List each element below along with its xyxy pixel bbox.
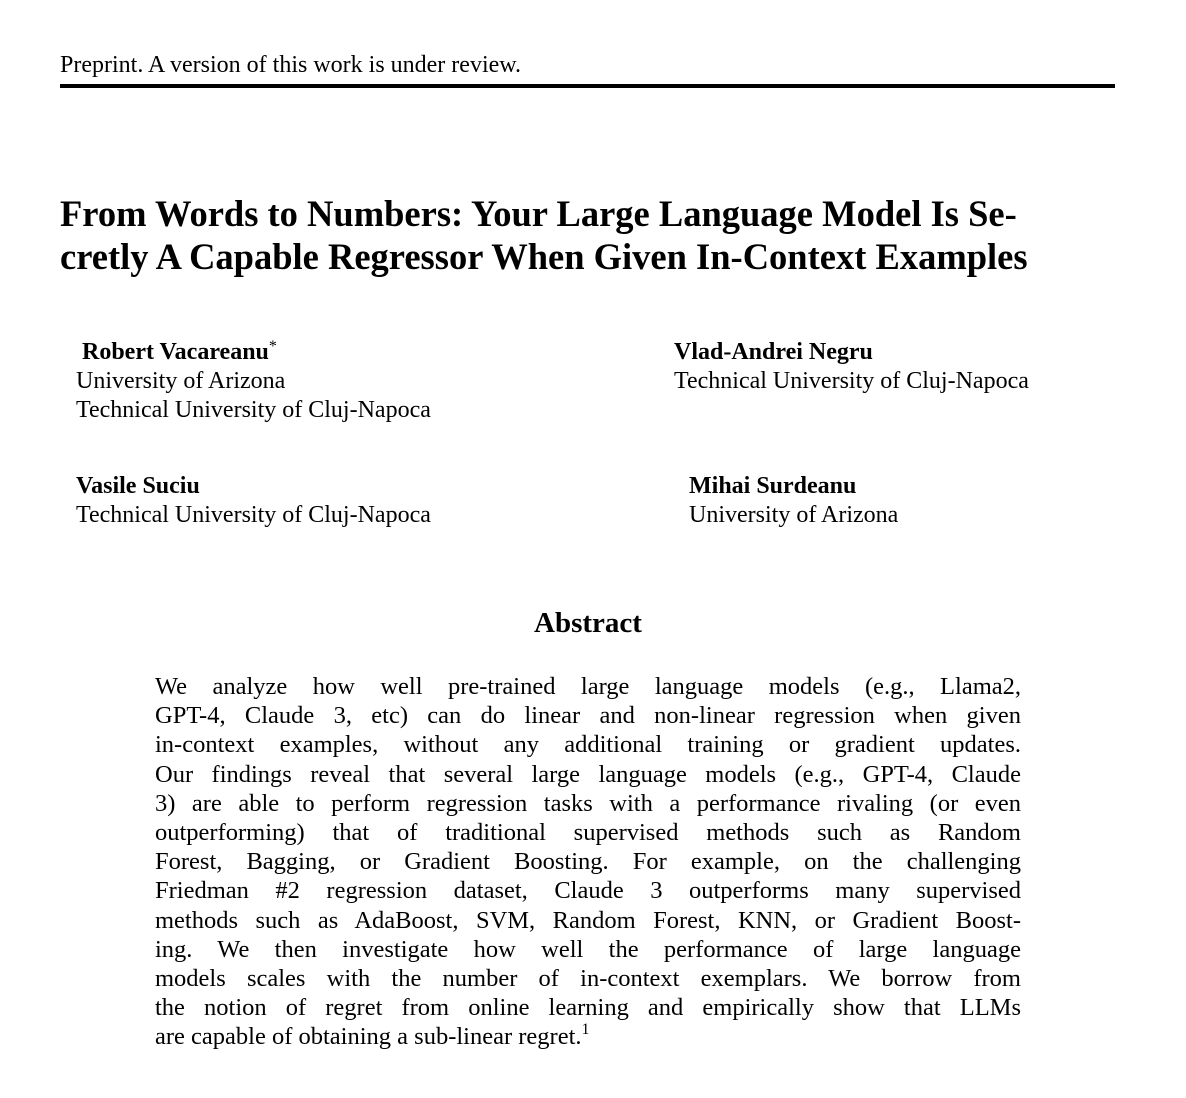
abstract-line: Friedman #2 regression dataset, Claude 3 outperforms many supervised [155,877,1021,905]
abstract-line: Our findings reveal that several large language models (e.g., GPT-4, Claude [155,760,1021,788]
paper-title [60,192,1130,278]
author-block-4 [689,472,898,530]
abstract-line: ing. We then investigate how well the performance of large language [155,935,1021,963]
abstract-line-last: are capable of obtaining a sub-linear regret.$^1$ [155,1021,590,1051]
author-affiliation: University of Arizona [689,502,899,528]
author-name: Vasile Suciu [76,473,200,499]
preprint-note: Preprint. A version of this work is under review. [60,52,522,78]
author-name: Robert Vacareanu* [82,338,277,365]
author-block-2 [674,338,1029,396]
abstract-line: 3) are able to perform regression tasks with a performance rivaling (or even [155,789,1021,817]
abstract-body [155,672,1021,1052]
author-block-3 [76,472,431,530]
abstract-line: models scales with the number of in-context exemplars. We borrow from [155,965,1021,993]
abstract-line: GPT-4, Claude 3, etc) can do linear and non-linear regression when given [155,702,1021,730]
author-affiliations-1 [76,367,431,425]
header-rule [60,84,1115,88]
abstract-line: in-context examples, without any additional training or gradient updates. [155,731,1021,759]
author-name: Vlad-Andrei Negru [674,339,873,365]
author-footnote-mark: * [268,338,277,355]
abstract-heading: Abstract [534,607,642,639]
title-line: cretly A Capable Regressor When Given In-Context Examples [60,236,1028,277]
author-block-1 [82,338,277,367]
title-line: From Words to Numbers: Your Large Language Model Is Se- [60,193,1017,234]
abstract-footnote-mark: 1 [581,1021,590,1039]
author-affiliation: University of Arizona [76,368,286,394]
abstract-line: outperforming) that of traditional supervised methods such as Random [155,819,1021,847]
author-affiliation: Technical University of Cluj-Napoca [674,368,1029,394]
author-affiliation: Technical University of Cluj-Napoca [76,397,431,423]
abstract-line: Forest, Bagging, or Gradient Boosting. For example, on the challenging [155,848,1021,876]
author-name: Mihai Surdeanu [689,473,857,499]
abstract-line: We analyze how well pre-trained large language models (e.g., Llama2, [155,673,1021,700]
abstract-line: the notion of regret from online learning and empirically show that LLMs [155,994,1021,1022]
abstract-line: methods such as AdaBoost, SVM, Random Forest, KNN, or Gradient Boost- [155,906,1021,934]
author-affiliation: Technical University of Cluj-Napoca [76,502,431,528]
